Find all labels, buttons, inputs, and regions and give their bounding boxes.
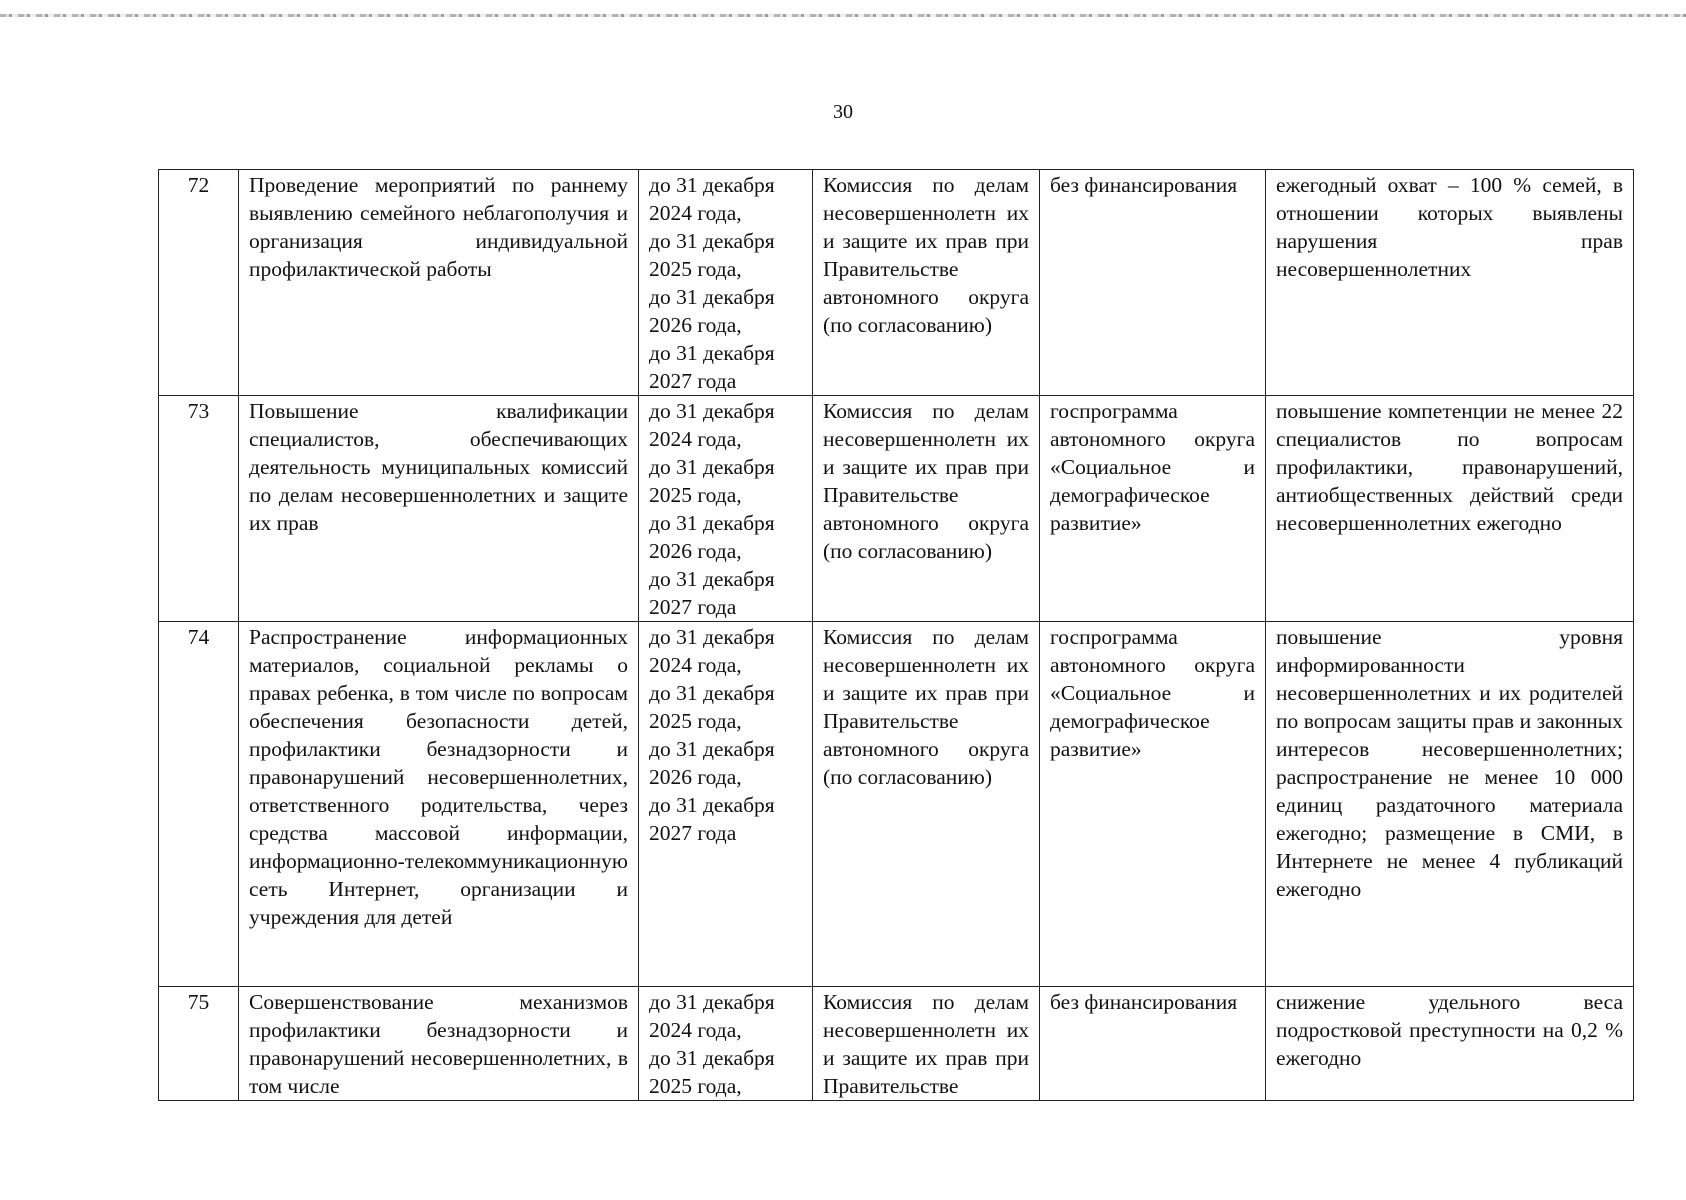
- activity-plan-table: [158, 169, 1634, 1101]
- row-number: 75: [159, 987, 239, 1101]
- activity-text: Совершенствование механизмов профилактики безнадзорности и правонарушений несовершеннолетних, в том числе: [249, 990, 628, 1098]
- activity-cell: Распространение информационных материалов, социальной рекламы о правах ребенка, в том числе по вопросам обеспечения безопасности детей, профилактики безнадзорности и правонарушений несовершеннолетних, ответственного родительства, через средства массовой информации, информационно-телекоммуникационную сеть Интернет, организации и учреждения для детей: [239, 622, 639, 987]
- scan-edge-artifact: [0, 14, 1686, 17]
- row-number: 74: [159, 622, 239, 987]
- deadline-line: до 31 декабря 2024 года,: [649, 625, 775, 677]
- page-number: 30: [833, 101, 853, 123]
- funding-cell: госпрограмма автономного округа «Социальное и демографическое развитие»: [1040, 622, 1266, 987]
- result-cell: повышение компетенции не менее 22 специалистов по вопросам профилактики, правонарушений, антиобщественных действий среди несовершеннолетних ежегодно: [1266, 396, 1634, 622]
- deadline-line: до 31 декабря 2025 года,: [649, 229, 775, 281]
- deadline-line: до 31 декабря 2025 года,: [649, 1046, 775, 1098]
- deadline-cell: [639, 987, 813, 1101]
- funding-cell: госпрограмма автономного округа «Социальное и демографическое развитие»: [1040, 396, 1266, 622]
- activity-cell: [239, 987, 639, 1101]
- result-cell: снижение удельного веса подростковой преступности на 0,2 % ежегодно: [1266, 987, 1634, 1101]
- deadline-line: до 31 декабря 2027 года: [649, 341, 775, 393]
- deadline-line: до 31 декабря 2025 года,: [649, 455, 775, 507]
- deadline-line: до 31 декабря 2025 года,: [649, 681, 775, 733]
- activity-cell: Повышение квалификации специалистов, обеспечивающих деятельность муниципальных комиссий по делам несовершеннолетних и защите их прав: [239, 396, 639, 622]
- table-row: [159, 987, 1634, 1101]
- deadline-line: до 31 декабря 2026 года,: [649, 511, 775, 563]
- responsible-cell: Комиссия по делам несовершеннолетн их и защите их прав при Правительстве автономного округа (по согласованию): [813, 170, 1040, 396]
- deadline-line: до 31 декабря 2027 года: [649, 793, 775, 845]
- responsible-cell: Комиссия по делам несовершеннолетн их и защите их прав при Правительстве автономного округа (по согласованию): [813, 622, 1040, 987]
- responsible-cell: Комиссия по делам несовершеннолетн их и защите их прав при Правительстве автономного округа (по согласованию): [813, 396, 1040, 622]
- deadline-line: до 31 декабря 2024 года,: [649, 399, 775, 451]
- row-number: 73: [159, 396, 239, 622]
- deadline-line: до 31 декабря 2024 года,: [649, 990, 775, 1042]
- row-number: 72: [159, 170, 239, 396]
- result-cell: ежегодный охват – 100 % семей, в отношении которых выявлены нарушения прав несовершеннолетних: [1266, 170, 1634, 396]
- table-row: [159, 396, 1634, 622]
- deadline-line: до 31 декабря 2026 года,: [649, 285, 775, 337]
- responsible-text: Комиссия по делам несовершеннолетн их и защите их прав при Правительстве: [823, 990, 1029, 1098]
- deadline-line: до 31 декабря 2027 года: [649, 567, 775, 619]
- deadline-line: до 31 декабря 2026 года,: [649, 737, 775, 789]
- responsible-cell: [813, 987, 1040, 1101]
- deadline-cell: [639, 396, 813, 622]
- deadline-line: до 31 декабря 2024 года,: [649, 173, 775, 225]
- funding-cell: без финансирования: [1040, 170, 1266, 396]
- result-cell: повышение уровня информированности несовершеннолетних и их родителей по вопросам защиты прав и законных интересов несовершеннолетних; распространение не менее 10 000 единиц раздаточного материала ежегодно; размещение в СМИ, в Интернете не менее 4 публикаций ежегодно: [1266, 622, 1634, 987]
- table-row: [159, 170, 1634, 396]
- activity-cell: Проведение мероприятий по раннему выявлению семейного неблагополучия и организация индивидуальной профилактической работы: [239, 170, 639, 396]
- funding-cell: без финансирования: [1040, 987, 1266, 1101]
- table-row: [159, 622, 1634, 987]
- deadline-cell: [639, 622, 813, 987]
- deadline-cell: [639, 170, 813, 396]
